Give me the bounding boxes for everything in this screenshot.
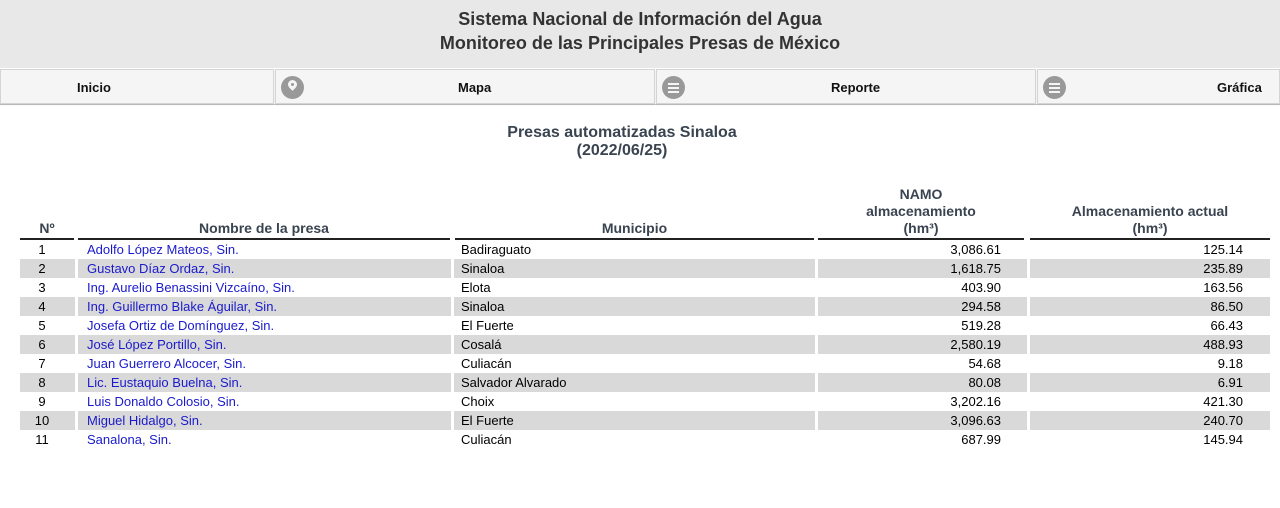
namo-cell: 403.90 [961,280,1001,295]
header-num-text: Nº [39,220,55,236]
municipio-cell: Sinaloa [461,299,505,314]
column-separator [75,354,78,373]
column-separator [451,316,454,335]
table-row [20,430,1270,449]
header-actual [1030,203,1270,240]
column-separator [815,335,818,354]
column-separator [815,316,818,335]
municipio-cell: Culiacán [461,356,512,371]
row-number: 3 [38,280,46,295]
site-subtitle: Monitoreo de las Principales Presas de México [439,33,841,53]
dam-name-link[interactable]: Juan Guerrero Alcocer, Sin. [87,356,246,371]
column-separator [451,259,454,278]
row-number: 9 [38,394,46,409]
column-separator [451,335,454,354]
dam-name-link[interactable]: Adolfo López Mateos, Sin. [87,242,239,257]
actual-cell: 421.30 [1203,394,1243,409]
header-actual-line2: (hm³) [1132,220,1168,236]
municipio-cell: Sinaloa [461,261,505,276]
actual-cell: 488.93 [1203,337,1243,352]
actual-cell: 9.18 [1217,356,1243,371]
namo-cell: 3,086.61 [950,242,1001,257]
column-separator [815,392,818,411]
dam-name-link[interactable]: Josefa Ortiz de Domínguez, Sin. [87,318,275,333]
nav-inicio[interactable] [0,69,274,104]
namo-cell: 687.99 [961,432,1001,447]
header-actual-line1: Almacenamiento actual [1071,203,1229,219]
municipio-cell: Cosalá [461,337,502,352]
table-row [20,354,1270,373]
page-header [0,0,1280,68]
municipio-cell: Elota [461,280,491,295]
column-separator [451,297,454,316]
column-separator [75,373,78,392]
municipio-cell: Culiacán [461,432,512,447]
actual-cell: 163.56 [1203,280,1243,295]
column-separator [815,278,818,297]
namo-cell: 80.08 [968,375,1001,390]
column-separator [75,259,78,278]
row-number: 10 [34,413,50,428]
row-number: 4 [38,299,46,314]
table-row [20,373,1270,392]
actual-cell: 86.50 [1210,299,1243,314]
row-number: 6 [38,337,46,352]
menu-icon [662,76,685,99]
dam-name-link[interactable]: Sanalona, Sin. [87,432,172,447]
dam-name-link[interactable]: Gustavo Díaz Ordaz, Sin. [87,261,235,276]
header-municipio-text: Municipio [601,220,668,236]
column-separator [815,354,818,373]
nav-inicio-label: Inicio [77,80,111,95]
municipio-cell: Badiraguato [461,242,532,257]
column-separator [75,335,78,354]
header-municipio [455,220,814,240]
column-separator [75,411,78,430]
nav-reporte[interactable] [656,69,1036,104]
header-namo [818,186,1024,240]
column-separator [451,373,454,392]
actual-cell: 240.70 [1203,413,1243,428]
column-separator [815,240,818,259]
municipio-cell: El Fuerte [461,413,514,428]
report-title [0,124,1244,160]
table-row [20,392,1270,411]
namo-cell: 519.28 [961,318,1001,333]
column-separator [451,392,454,411]
column-separator [815,430,818,449]
actual-cell: 235.89 [1203,261,1243,276]
table-row [20,297,1270,316]
namo-cell: 294.58 [961,299,1001,314]
row-number: 8 [38,375,46,390]
dam-name-link[interactable]: Lic. Eustaquio Buelna, Sin. [87,375,243,390]
header-namo-line1: NAMO [899,186,943,202]
column-separator [815,411,818,430]
column-separator [75,316,78,335]
nav-bar [0,68,1280,105]
row-number: 11 [35,432,49,447]
dam-name-link[interactable]: José López Portillo, Sin. [87,337,227,352]
row-number: 2 [38,261,46,276]
column-separator [75,392,78,411]
namo-cell: 54.68 [968,356,1001,371]
namo-cell: 3,096.63 [950,413,1001,428]
table-row [20,259,1270,278]
header-namo-line2: almacenamiento [866,203,976,219]
column-separator [75,278,78,297]
actual-cell: 145.94 [1203,432,1243,447]
column-separator [451,411,454,430]
namo-cell: 1,618.75 [950,261,1001,276]
column-separator [815,259,818,278]
column-separator [815,297,818,316]
actual-cell: 66.43 [1210,318,1243,333]
namo-cell: 2,580.19 [950,337,1001,352]
site-title: Sistema Nacional de Información del Agua [458,9,822,29]
column-separator [815,373,818,392]
municipio-cell: Choix [461,394,495,409]
dam-name-link[interactable]: Luis Donaldo Colosio, Sin. [87,394,240,409]
column-separator [451,354,454,373]
menu-icon [1043,76,1066,99]
column-separator [75,430,78,449]
report-date: (2022/06/25) [576,142,668,159]
column-separator [451,430,454,449]
table-row [20,240,1270,259]
nav-mapa[interactable] [275,69,655,104]
column-separator [75,297,78,316]
row-number: 5 [38,318,46,333]
row-number: 7 [38,356,46,371]
column-separator [451,240,454,259]
dam-name-link[interactable]: Miguel Hidalgo, Sin. [87,413,203,428]
column-separator [451,278,454,297]
dam-name-link[interactable]: Ing. Guillermo Blake Águilar, Sin. [87,299,278,314]
table-row [20,316,1270,335]
nav-grafica[interactable] [1037,69,1280,104]
namo-cell: 3,202.16 [950,394,1001,409]
nav-mapa-label: Mapa [458,80,492,95]
map-pin-icon [281,76,304,99]
header-name [78,220,450,240]
table-row [20,278,1270,297]
actual-cell: 6.91 [1217,375,1243,390]
municipio-cell: Salvador Alvarado [461,375,567,390]
header-name-text: Nombre de la presa [199,220,329,236]
report-title-text: Presas automatizadas Sinaloa [507,124,737,141]
actual-cell: 125.14 [1203,242,1243,257]
municipio-cell: El Fuerte [461,318,514,333]
nav-reporte-label: Reporte [831,80,881,95]
dam-name-link[interactable]: Ing. Aurelio Benassini Vizcaíno, Sin. [87,280,295,295]
row-number: 1 [38,242,46,257]
header-num [20,220,74,240]
table-row [20,335,1270,354]
column-separator [75,240,78,259]
nav-grafica-label: Gráfica [1217,80,1262,95]
table-row [20,411,1270,430]
header-namo-line3: (hm³) [903,220,939,236]
